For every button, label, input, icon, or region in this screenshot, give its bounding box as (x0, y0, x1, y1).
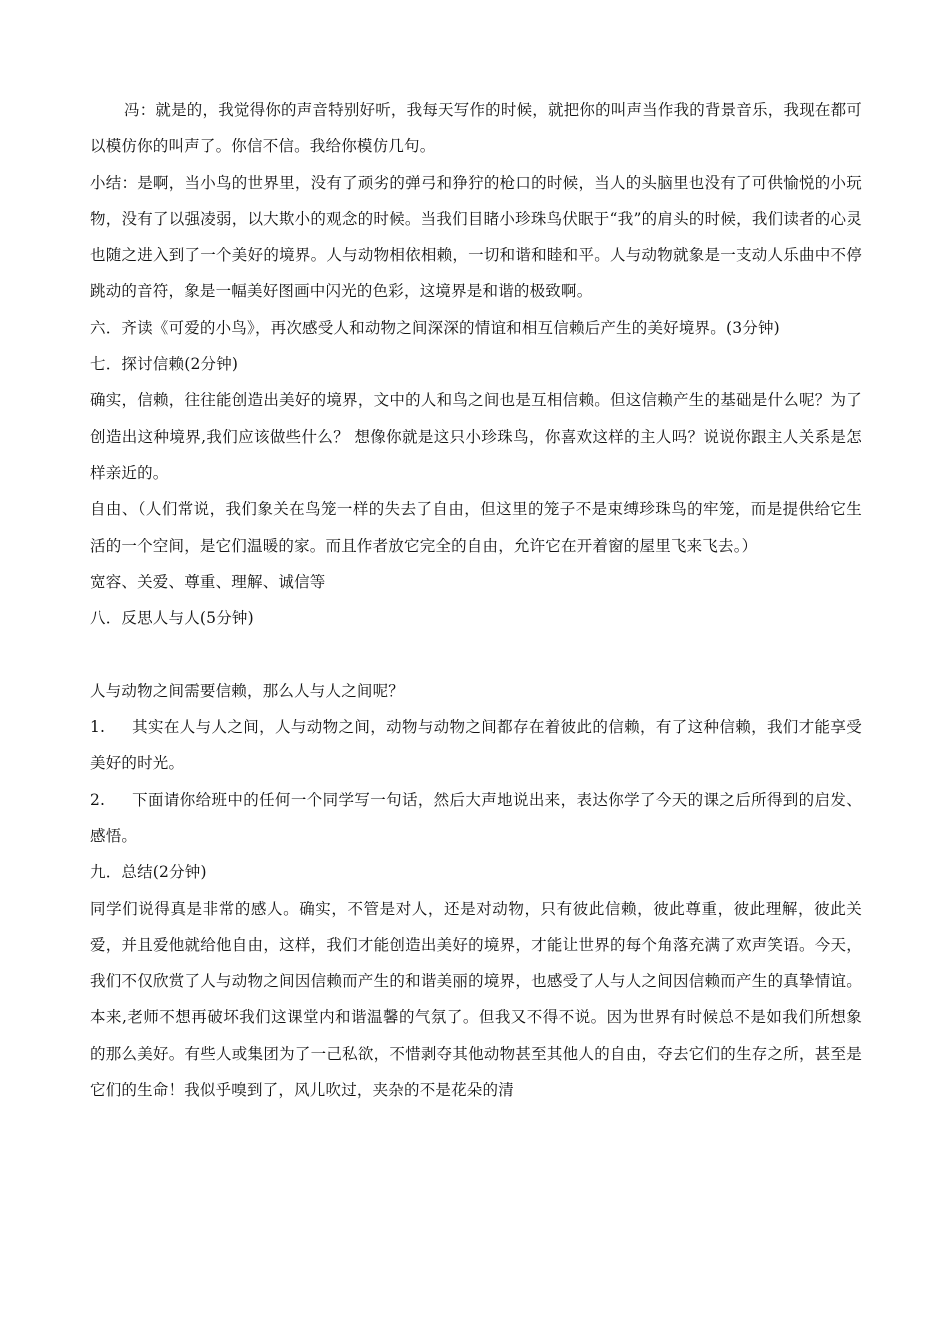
list-item (90, 782, 862, 855)
section-nine-heading: 九．总结(2分钟) (90, 863, 207, 882)
list-number: 1. (90, 718, 106, 737)
freedom-paragraph: 自由、（人们常说，我们象关在鸟笼一样的失去了自由，但这里的笼子不是束缚珍珠鸟的牢笼，而是提供给它生活的一个空间，是它们温暖的家。而且作者放它完全的自由，允许它在开着窗的屋里飞来飞去。） (90, 500, 862, 555)
list-item-text: 其实在人与人之间，人与动物之间，动物与动物之间都存在着彼此的信赖，有了这种信赖，我们才能享受美好的时光。 (90, 718, 862, 773)
list-item (90, 709, 862, 782)
question-line: 人与动物之间需要信赖，那么人与人之间呢？ (90, 681, 405, 700)
blank-line (90, 636, 862, 672)
summary-paragraph: 小结：是啊，当小鸟的世界里，没有了顽劣的弹弓和狰狞的枪口的时候，当人的头脑里也没有了可供愉悦的小玩物，没有了以强凌弱，以大欺小的观念的时候。当我们目睹小珍珠鸟伏眠于“我”的肩头的时候，我们读者的心灵也随之进入到了一个美好的境界。人与动物相依相赖，一切和谐和睦和平。人与动物就象是一支动人乐曲中不停跳动的音符，象是一幅美好图画中闪光的色彩，这境界是和谐的极致啊。 (90, 173, 862, 301)
section-seven-heading: 七．探讨信赖(2分钟) (90, 355, 239, 374)
trust-paragraph: 确实，信赖，往往能创造出美好的境界，文中的人和鸟之间也是互相信赖。但这信赖产生的基础是什么呢？为了创造出这种境界,我们应该做些什么？ 想像你就是这只小珍珠鸟，你喜欢这样的主人吗？说说你跟主人关系是怎样亲近的。 (90, 391, 862, 482)
conclusion-paragraph: 同学们说得真是非常的感人。确实，不管是对人，还是对动物，只有彼此信赖，彼此尊重，彼此理解，彼此关爱，并且爱他就给他自由，这样，我们才能创造出美好的境界，才能让世界的每个角落充满了欢声笑语。今天，我们不仅欣赏了人与动物之间因信赖而产生的和谐美丽的境界，也感受了人与人之间因信赖而产生的真挚情谊。本来,老师不想再破坏我们这课堂内和谐温馨的气氛了。但我又不得不说。因为世界有时候总不是如我们所想象的那么美好。有些人或集团为了一己私欲，不惜剥夺其他动物甚至其他人的自由，夺去它们的生存之所，甚至是它们的生命！我似乎嗅到了，风儿吹过，夹杂的不是花朵的清 (90, 899, 862, 1100)
dialogue-paragraph: 冯：就是的，我觉得你的声音特别好听，我每天写作的时候，就把你的叫声当作我的背景音乐，我现在都可以模仿你的叫声了。你信不信。我给你模仿几句。 (90, 101, 862, 156)
section-eight-heading: 八．反思人与人(5分钟) (90, 609, 254, 628)
document-page (90, 92, 862, 1108)
section-six-heading: 六．齐读《可爱的小鸟》，再次感受人和动物之间深深的情谊和相互信赖后产生的美好境界。(3分钟) (90, 318, 780, 337)
values-line: 宽容、关爱、尊重、理解、诚信等 (90, 572, 326, 591)
list-number: 2. (90, 790, 106, 809)
list-item-text: 下面请你给班中的任何一个同学写一句话，然后大声地说出来，表达你学了今天的课之后所得到的启发、感悟。 (90, 790, 862, 845)
